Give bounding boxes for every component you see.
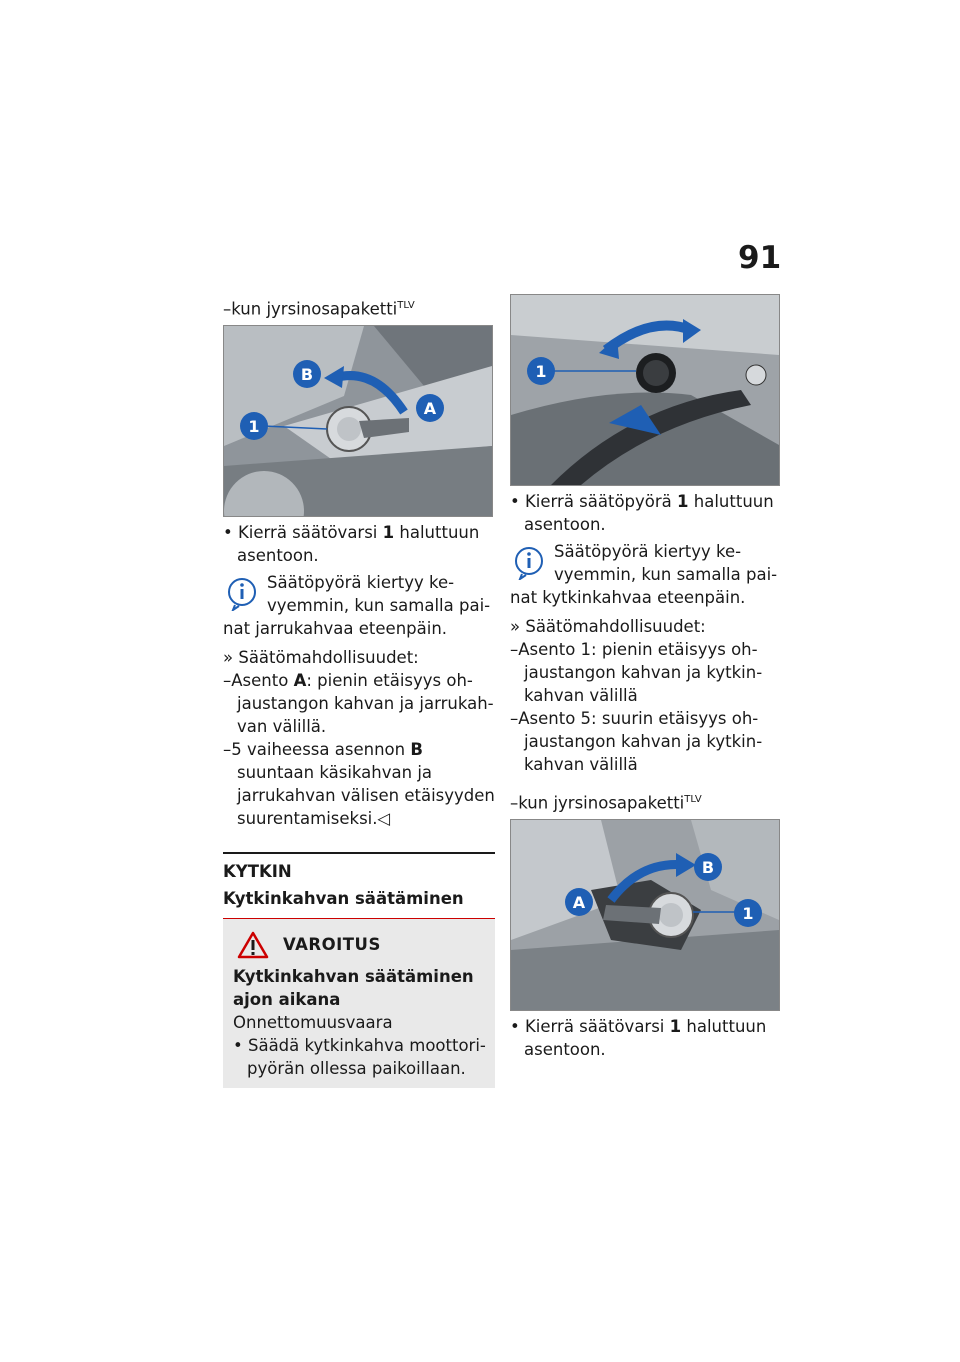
options-label: » Säätömahdollisuudet: [223, 647, 419, 667]
label-b-marker: B [701, 857, 715, 877]
brake-lever-photo [223, 325, 493, 517]
end-marker-icon: ◁ [377, 808, 391, 828]
warning-box: VAROITUS Kytkinkahvan säätäminen ajon aikana Onnettomuusvaara • Säädä kytkinkahva moottori- pyörän ollessa paikoillaan. [223, 919, 495, 1088]
label-1-marker: 1 [535, 362, 547, 381]
label-b-marker: B [300, 364, 314, 384]
warning-risk: Onnettomuusvaara [233, 1012, 393, 1032]
tlv-heading: –kun jyrsinosapaketti$^{TLV}$ [223, 299, 415, 319]
option-item: –Asento 5: suurin etäisyys oh- [510, 709, 759, 728]
options-label: » Säätömahdollisuudet: [510, 617, 706, 636]
option-item: –Asento 1: pienin etäisyys oh- [510, 640, 758, 659]
label-1-marker: 1 [742, 903, 754, 923]
warning-icon [237, 931, 269, 959]
subsection-title: Kytkinkahvan säätäminen [223, 888, 464, 908]
option-end: suurentamiseksi.◁ [237, 808, 391, 828]
warning-bullet: • Säädä kytkinkahva moottori- [233, 1035, 486, 1055]
label-a-marker: A [572, 892, 586, 912]
page-number: 91 [738, 240, 782, 276]
tlv-heading: –kun jyrsinosapaketti$^{TLV}$ [510, 793, 702, 813]
info-note: Säätöpyörä kiertyy ke- vyemmin, kun samalla pai- nat jarrukahvaa eteenpäin. [223, 572, 491, 638]
bullet-item: • Kierrä säätöpyörä 1 haluttuun [510, 492, 774, 511]
option-item: –5 vaiheessa asennon B [223, 739, 423, 759]
clutch-lever-photo [510, 819, 780, 1011]
bullet-item: • Kierrä säätövarsi 1 haluttuun [223, 522, 480, 542]
bullet-item: • Kierrä säätövarsi 1 haluttuun [510, 1016, 767, 1036]
info-icon [227, 577, 257, 611]
info-icon [514, 546, 544, 580]
brake-adjuster-photo [510, 294, 780, 486]
option-item: –Asento A: pienin etäisyys oh- [223, 670, 473, 690]
warning-label: VAROITUS [283, 935, 381, 954]
info-note: Säätöpyörä kiertyy ke- vyemmin, kun samalla pai- nat kytkinkahvaa eteenpäin. [510, 542, 778, 607]
right-column: 1 • Kierrä säätöpyörä 1 haluttuun asentoon. Säätöpyörä kiertyy ke- vyemmin, kun samalla pai- nat kytkinkahvaa eteenpäin. » Säätömahdollisuudet: –Asento 1: pienin etäisyys oh- jaustangon kahvan ja kytkin- kahvan välillä –Asento 5: suurin etäisyys oh- jaustangon kahvan ja kytkin- kahvan välillä –kun jyrsinosapaketti$^{TLV}$ A B 1 • Kierrä säätövarsi 1 haluttuun asentoon. [510, 294, 782, 1061]
section-title: KYTKIN [223, 861, 292, 881]
section-rule [223, 852, 495, 854]
left-column: –kun jyrsinosapaketti$^{TLV}$ 1 B A • Kierrä säätövarsi 1 haluttuun asentoon. Säätöpyörä kiertyy ke- vyemmin, kun samalla pai- nat jarrukahvaa eteenpäin. » Säätömahdollisuudet: –Asento A: pienin etäisyys oh- jaustangon kahvan ja jarrukah- van välillä. –5 vaiheessa asennon B suuntaan käsikahvan ja jarrukahvan välisen etäisyyden suurentamiseksi.◁ KYTKIN Kytkinkahvan säätäminen VAROITUS Kytkinkahvan säätäminen ajon aikana Onnettomuusvaara • Säädä kytkinkahva moottori- pyörän ollessa paikoillaan. [223, 294, 495, 1088]
label-1-marker: 1 [248, 416, 260, 436]
label-a-marker: A [423, 398, 437, 418]
